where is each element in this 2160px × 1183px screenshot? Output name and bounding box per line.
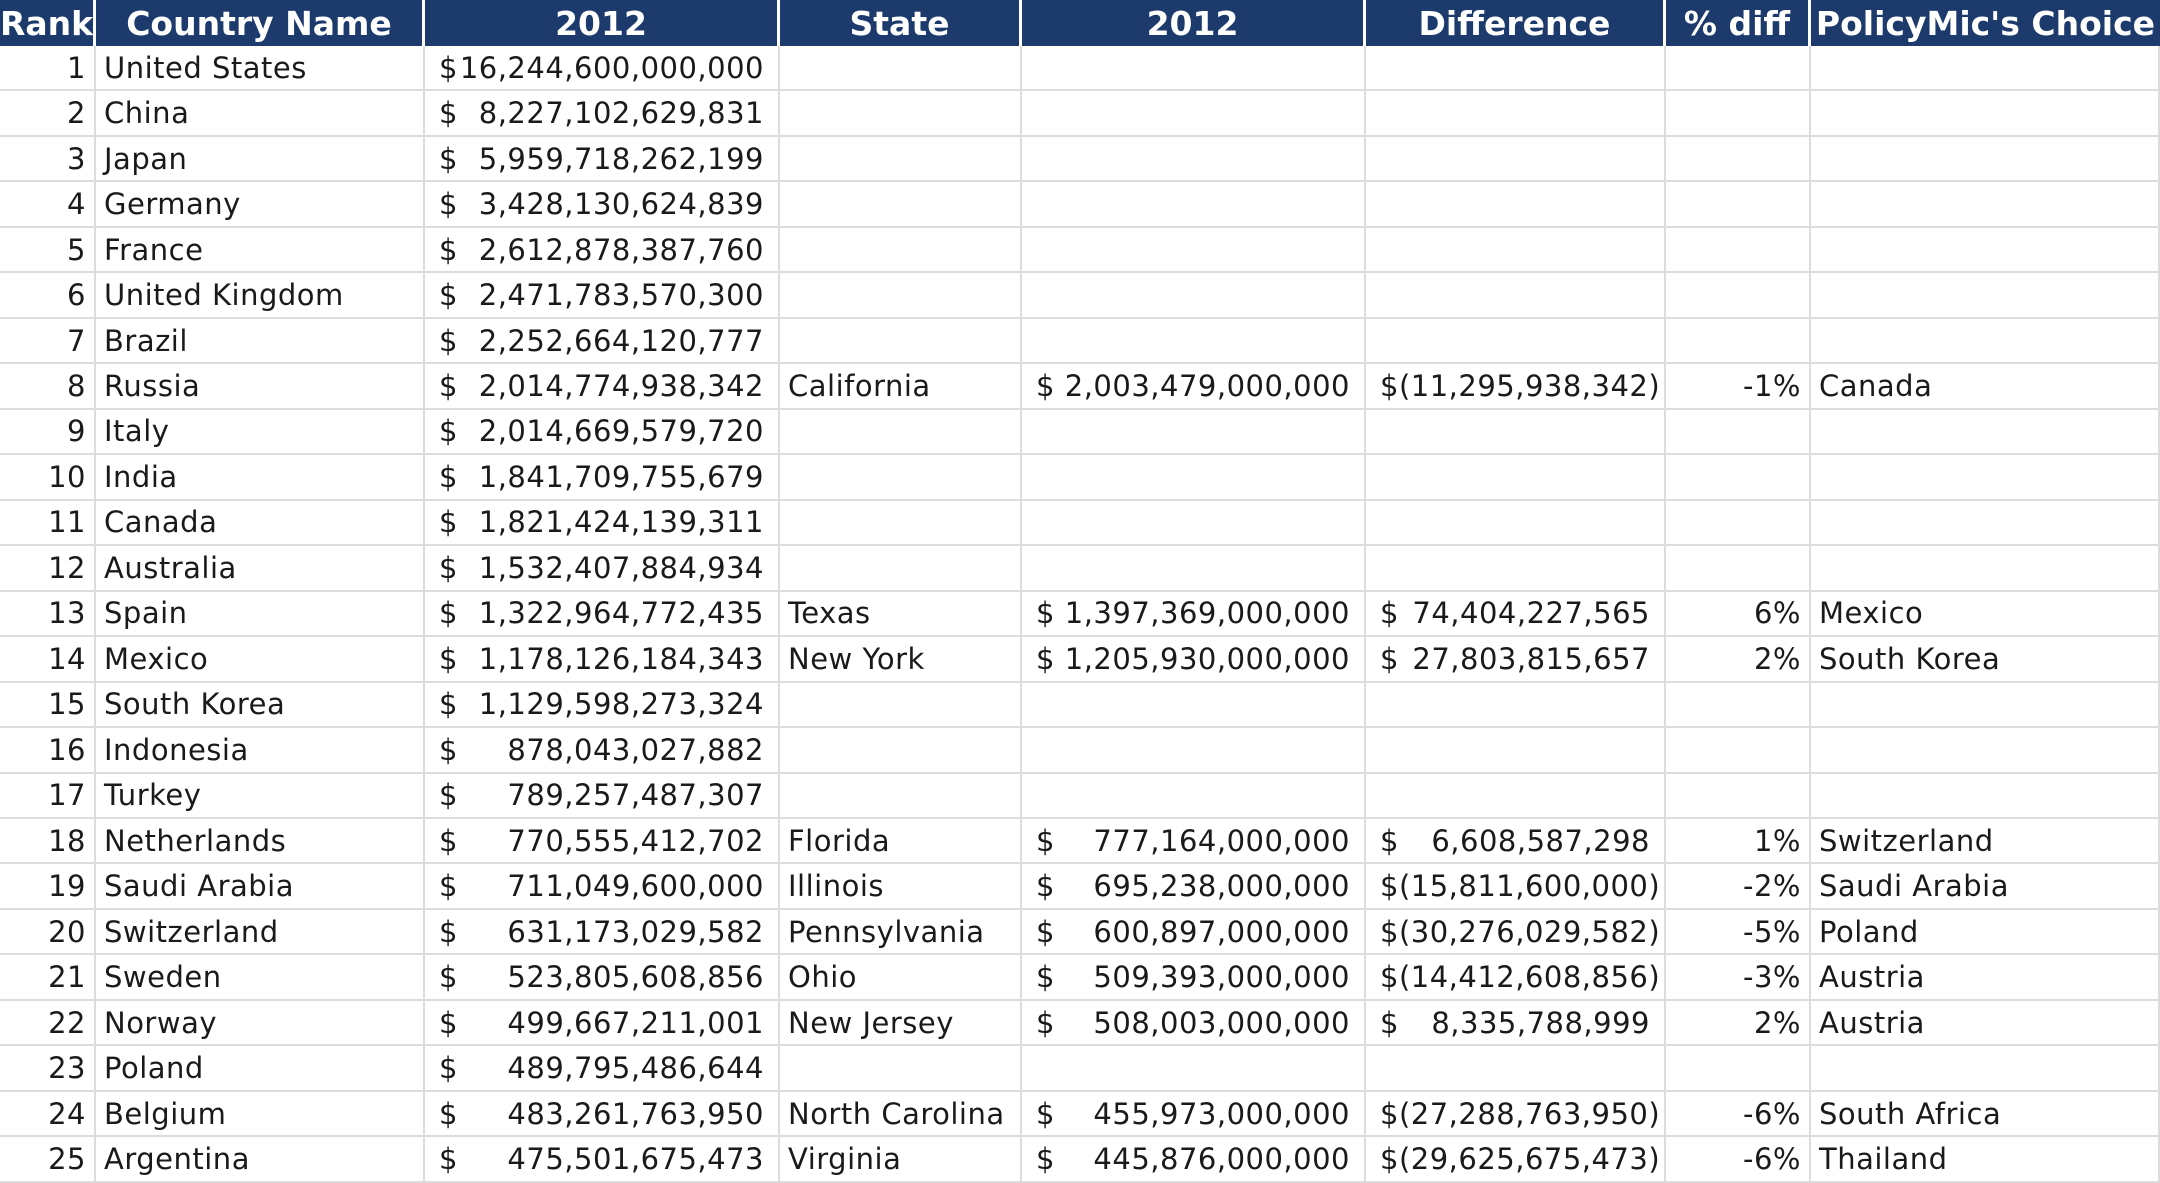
country-name-cell[interactable]: Japan xyxy=(96,137,425,182)
country-gdp-cell[interactable] xyxy=(425,46,780,91)
rank-cell[interactable]: 24 xyxy=(0,1092,96,1137)
state-gdp-cell-value: 2,003,479,000,000 xyxy=(1064,369,1350,404)
country-name-cell[interactable]: Turkey xyxy=(96,774,425,819)
difference-cell[interactable] xyxy=(1366,1001,1666,1046)
country-gdp-cell-value: 475,501,675,473 xyxy=(507,1141,764,1176)
currency-symbol: $ xyxy=(1380,1141,1399,1176)
country-name-cell[interactable]: United Kingdom xyxy=(96,273,425,318)
header-policymic-choice[interactable]: PolicyMic's Choice xyxy=(1811,0,2160,46)
country-name-cell[interactable]: Norway xyxy=(96,1001,425,1046)
header-state-gdp-2012[interactable]: 2012 xyxy=(1022,0,1366,46)
difference-cell[interactable] xyxy=(1366,774,1666,819)
currency-symbol: $ xyxy=(1036,369,1055,404)
rank-cell[interactable]: 18 xyxy=(0,819,96,864)
currency-symbol: $ xyxy=(439,414,458,449)
country-gdp-cell-value: 878,043,027,882 xyxy=(507,732,764,767)
country-gdp-cell[interactable] xyxy=(425,637,780,682)
difference-cell[interactable] xyxy=(1366,91,1666,136)
country-gdp-cell-value: 2,014,669,579,720 xyxy=(478,414,764,449)
country-gdp-cell-value: 5,959,718,262,199 xyxy=(478,141,764,176)
difference-cell-value: 74,404,227,565 xyxy=(1412,596,1650,631)
state-gdp-cell[interactable] xyxy=(1022,91,1366,136)
country-name-cell[interactable]: Indonesia xyxy=(96,728,425,773)
country-name-cell[interactable]: Switzerland xyxy=(96,910,425,955)
country-gdp-cell-value: 1,841,709,755,679 xyxy=(478,459,764,494)
state-gdp-cell-value: 509,393,000,000 xyxy=(1093,960,1350,995)
difference-cell-value: (30,276,029,582) xyxy=(1398,914,1661,949)
difference-cell[interactable] xyxy=(1366,410,1666,455)
percent-diff-cell[interactable]: -3% xyxy=(1666,955,1811,1000)
country-gdp-cell[interactable] xyxy=(425,137,780,182)
country-gdp-cell[interactable] xyxy=(425,410,780,455)
state-cell[interactable]: Illinois xyxy=(780,864,1022,909)
state-gdp-cell[interactable] xyxy=(1022,1001,1366,1046)
rank-cell[interactable]: 13 xyxy=(0,592,96,637)
currency-symbol: $ xyxy=(1036,1005,1055,1040)
percent-diff-cell[interactable] xyxy=(1666,728,1811,773)
header-country-gdp-2012[interactable]: 2012 xyxy=(425,0,780,46)
currency-symbol: $ xyxy=(439,505,458,540)
state-gdp-cell[interactable] xyxy=(1022,182,1366,227)
rank-cell[interactable]: 22 xyxy=(0,1001,96,1046)
percent-diff-cell[interactable] xyxy=(1666,319,1811,364)
policymic-choice-cell[interactable] xyxy=(1811,455,2160,500)
country-name-cell[interactable]: Argentina xyxy=(96,1137,425,1182)
difference-cell[interactable] xyxy=(1366,319,1666,364)
currency-symbol: $ xyxy=(439,778,458,813)
currency-symbol: $ xyxy=(1036,596,1055,631)
difference-cell[interactable] xyxy=(1366,501,1666,546)
policymic-choice-cell[interactable] xyxy=(1811,1046,2160,1091)
country-gdp-cell-value: 789,257,487,307 xyxy=(507,778,764,813)
rank-cell[interactable]: 11 xyxy=(0,501,96,546)
difference-cell[interactable] xyxy=(1366,592,1666,637)
percent-diff-cell[interactable] xyxy=(1666,1046,1811,1091)
currency-symbol: $ xyxy=(439,141,458,176)
policymic-choice-cell[interactable] xyxy=(1811,228,2160,273)
state-gdp-cell[interactable] xyxy=(1022,728,1366,773)
country-gdp-cell-value: 3,428,130,624,839 xyxy=(478,187,764,222)
policymic-choice-cell[interactable]: South Korea xyxy=(1811,637,2160,682)
currency-symbol: $ xyxy=(1380,1096,1399,1131)
country-gdp-cell[interactable] xyxy=(425,91,780,136)
difference-cell[interactable] xyxy=(1366,182,1666,227)
state-cell[interactable] xyxy=(780,46,1022,91)
difference-cell-value: 27,803,815,657 xyxy=(1412,641,1650,676)
state-cell[interactable] xyxy=(780,728,1022,773)
country-gdp-cell-value: 631,173,029,582 xyxy=(507,914,764,949)
policymic-choice-cell[interactable] xyxy=(1811,410,2160,455)
country-gdp-cell-value: 499,667,211,001 xyxy=(507,1005,764,1040)
state-cell[interactable] xyxy=(780,683,1022,728)
policymic-choice-cell[interactable]: Saudi Arabia xyxy=(1811,864,2160,909)
state-cell[interactable]: Pennsylvania xyxy=(780,910,1022,955)
country-gdp-cell[interactable] xyxy=(425,1092,780,1137)
policymic-choice-cell[interactable] xyxy=(1811,683,2160,728)
state-gdp-cell-value: 777,164,000,000 xyxy=(1093,823,1350,858)
country-gdp-cell[interactable] xyxy=(425,819,780,864)
difference-cell[interactable] xyxy=(1366,637,1666,682)
state-gdp-cell[interactable] xyxy=(1022,637,1366,682)
country-name-cell[interactable]: France xyxy=(96,228,425,273)
difference-cell-value: (14,412,608,856) xyxy=(1398,960,1661,995)
state-cell[interactable] xyxy=(780,410,1022,455)
policymic-choice-cell[interactable] xyxy=(1811,137,2160,182)
state-cell[interactable] xyxy=(780,319,1022,364)
country-name-cell[interactable]: Poland xyxy=(96,1046,425,1091)
state-gdp-cell-value: 600,897,000,000 xyxy=(1093,914,1350,949)
state-cell[interactable]: Virginia xyxy=(780,1137,1022,1182)
percent-diff-cell[interactable] xyxy=(1666,410,1811,455)
percent-diff-cell[interactable]: -5% xyxy=(1666,910,1811,955)
policymic-choice-cell[interactable] xyxy=(1811,182,2160,227)
state-gdp-cell[interactable] xyxy=(1022,410,1366,455)
policymic-choice-cell[interactable]: Austria xyxy=(1811,955,2160,1000)
country-gdp-cell-value: 1,532,407,884,934 xyxy=(478,550,764,585)
percent-diff-cell[interactable]: 2% xyxy=(1666,637,1811,682)
rank-cell[interactable]: 15 xyxy=(0,683,96,728)
percent-diff-cell[interactable] xyxy=(1666,91,1811,136)
currency-symbol: $ xyxy=(439,1096,458,1131)
state-cell[interactable]: Florida xyxy=(780,819,1022,864)
country-gdp-cell[interactable] xyxy=(425,319,780,364)
state-gdp-cell[interactable] xyxy=(1022,319,1366,364)
policymic-choice-cell[interactable] xyxy=(1811,319,2160,364)
currency-symbol: $ xyxy=(439,960,458,995)
country-gdp-cell-value: 489,795,486,644 xyxy=(507,1051,764,1086)
state-cell[interactable] xyxy=(780,455,1022,500)
policymic-choice-cell[interactable]: Thailand xyxy=(1811,1137,2160,1182)
currency-symbol: $ xyxy=(1380,641,1399,676)
policymic-choice-cell[interactable] xyxy=(1811,774,2160,819)
country-name-cell[interactable]: Mexico xyxy=(96,637,425,682)
state-cell[interactable] xyxy=(780,1046,1022,1091)
currency-symbol: $ xyxy=(439,96,458,131)
rank-cell[interactable]: 12 xyxy=(0,546,96,591)
difference-cell-value: (27,288,763,950) xyxy=(1398,1096,1661,1131)
country-name-cell[interactable]: Australia xyxy=(96,546,425,591)
rank-cell[interactable]: 5 xyxy=(0,228,96,273)
rank-cell[interactable]: 3 xyxy=(0,137,96,182)
policymic-choice-cell[interactable] xyxy=(1811,728,2160,773)
state-gdp-cell[interactable] xyxy=(1022,273,1366,318)
difference-cell-value: 6,608,587,298 xyxy=(1431,823,1650,858)
state-cell[interactable] xyxy=(780,91,1022,136)
state-cell[interactable] xyxy=(780,182,1022,227)
country-gdp-cell[interactable] xyxy=(425,1137,780,1182)
country-name-cell[interactable]: Brazil xyxy=(96,319,425,364)
country-name-cell[interactable]: India xyxy=(96,455,425,500)
rank-cell[interactable]: 7 xyxy=(0,319,96,364)
state-gdp-cell[interactable] xyxy=(1022,137,1366,182)
policymic-choice-cell[interactable] xyxy=(1811,546,2160,591)
rank-cell[interactable]: 19 xyxy=(0,864,96,909)
currency-symbol: $ xyxy=(1036,1141,1055,1176)
percent-diff-cell[interactable]: 6% xyxy=(1666,592,1811,637)
country-gdp-cell[interactable] xyxy=(425,592,780,637)
state-gdp-cell-value: 455,973,000,000 xyxy=(1093,1096,1350,1131)
policymic-choice-cell[interactable]: Mexico xyxy=(1811,592,2160,637)
country-gdp-cell[interactable] xyxy=(425,1046,780,1091)
country-name-cell[interactable]: Saudi Arabia xyxy=(96,864,425,909)
rank-cell[interactable]: 25 xyxy=(0,1137,96,1182)
currency-symbol: $ xyxy=(439,732,458,767)
currency-symbol: $ xyxy=(439,914,458,949)
state-gdp-cell[interactable] xyxy=(1022,546,1366,591)
percent-diff-cell[interactable] xyxy=(1666,774,1811,819)
state-gdp-cell[interactable] xyxy=(1022,46,1366,91)
state-cell[interactable] xyxy=(780,228,1022,273)
currency-symbol: $ xyxy=(439,641,458,676)
difference-cell-value: (11,295,938,342) xyxy=(1398,369,1661,404)
currency-symbol: $ xyxy=(439,323,458,358)
rank-cell[interactable]: 4 xyxy=(0,182,96,227)
currency-symbol: $ xyxy=(1380,1005,1399,1040)
percent-diff-cell[interactable] xyxy=(1666,273,1811,318)
state-cell[interactable]: Ohio xyxy=(780,955,1022,1000)
state-cell[interactable]: New York xyxy=(780,637,1022,682)
currency-symbol: $ xyxy=(1380,914,1399,949)
state-gdp-cell[interactable] xyxy=(1022,501,1366,546)
currency-symbol: $ xyxy=(1380,869,1399,904)
state-cell[interactable] xyxy=(780,546,1022,591)
state-gdp-cell[interactable] xyxy=(1022,592,1366,637)
header-difference[interactable]: Difference xyxy=(1366,0,1666,46)
country-name-cell[interactable]: Italy xyxy=(96,410,425,455)
state-cell[interactable] xyxy=(780,273,1022,318)
country-gdp-cell-value: 483,261,763,950 xyxy=(507,1096,764,1131)
currency-symbol: $ xyxy=(439,50,458,85)
percent-diff-cell[interactable]: -1% xyxy=(1666,364,1811,409)
currency-symbol: $ xyxy=(1036,1096,1055,1131)
policymic-choice-cell[interactable]: Austria xyxy=(1811,1001,2160,1046)
state-gdp-cell[interactable] xyxy=(1022,910,1366,955)
country-name-cell[interactable]: Canada xyxy=(96,501,425,546)
rank-cell[interactable]: 17 xyxy=(0,774,96,819)
country-gdp-cell[interactable] xyxy=(425,182,780,227)
rank-cell[interactable]: 20 xyxy=(0,910,96,955)
state-gdp-cell-value: 1,205,930,000,000 xyxy=(1064,641,1350,676)
country-gdp-cell-value: 523,805,608,856 xyxy=(507,960,764,995)
policymic-choice-cell[interactable]: South Africa xyxy=(1811,1092,2160,1137)
country-gdp-cell-value: 1,821,424,139,311 xyxy=(478,505,764,540)
difference-cell[interactable] xyxy=(1366,1137,1666,1182)
country-gdp-cell[interactable] xyxy=(425,774,780,819)
difference-cell[interactable] xyxy=(1366,955,1666,1000)
country-gdp-cell-value: 1,178,126,184,343 xyxy=(478,641,764,676)
currency-symbol: $ xyxy=(439,459,458,494)
country-name-cell[interactable]: South Korea xyxy=(96,683,425,728)
country-gdp-cell-value: 1,322,964,772,435 xyxy=(478,596,764,631)
state-gdp-cell-value: 1,397,369,000,000 xyxy=(1064,596,1350,631)
percent-diff-cell[interactable] xyxy=(1666,46,1811,91)
currency-symbol: $ xyxy=(1036,823,1055,858)
country-gdp-cell-value: 2,471,783,570,300 xyxy=(478,278,764,313)
rank-cell[interactable]: 8 xyxy=(0,364,96,409)
country-gdp-cell[interactable] xyxy=(425,228,780,273)
percent-diff-cell[interactable] xyxy=(1666,546,1811,591)
rank-cell[interactable]: 21 xyxy=(0,955,96,1000)
state-gdp-cell[interactable] xyxy=(1022,1137,1366,1182)
state-cell[interactable]: North Carolina xyxy=(780,1092,1022,1137)
difference-cell[interactable] xyxy=(1366,910,1666,955)
difference-cell[interactable] xyxy=(1366,364,1666,409)
percent-diff-cell[interactable]: -6% xyxy=(1666,1092,1811,1137)
difference-cell[interactable] xyxy=(1366,819,1666,864)
policymic-choice-cell[interactable] xyxy=(1811,91,2160,136)
state-gdp-cell[interactable] xyxy=(1022,364,1366,409)
state-gdp-cell[interactable] xyxy=(1022,955,1366,1000)
country-gdp-cell-value: 16,244,600,000,000 xyxy=(459,50,764,85)
country-gdp-cell[interactable] xyxy=(425,955,780,1000)
state-cell[interactable]: California xyxy=(780,364,1022,409)
percent-diff-cell[interactable] xyxy=(1666,455,1811,500)
difference-cell[interactable] xyxy=(1366,683,1666,728)
state-gdp-cell-value: 695,238,000,000 xyxy=(1093,869,1350,904)
currency-symbol: $ xyxy=(439,187,458,222)
rank-cell[interactable]: 9 xyxy=(0,410,96,455)
currency-symbol: $ xyxy=(1380,596,1399,631)
difference-cell-value: (29,625,675,473) xyxy=(1398,1141,1661,1176)
policymic-choice-cell[interactable] xyxy=(1811,273,2160,318)
currency-symbol: $ xyxy=(439,869,458,904)
currency-symbol: $ xyxy=(439,1141,458,1176)
country-gdp-cell-value: 770,555,412,702 xyxy=(507,823,764,858)
policymic-choice-cell[interactable]: Poland xyxy=(1811,910,2160,955)
percent-diff-cell[interactable] xyxy=(1666,182,1811,227)
difference-cell-value: (15,811,600,000) xyxy=(1398,869,1661,904)
country-name-cell[interactable]: Germany xyxy=(96,182,425,227)
rank-cell[interactable]: 14 xyxy=(0,637,96,682)
rank-cell[interactable]: 1 xyxy=(0,46,96,91)
state-cell[interactable] xyxy=(780,774,1022,819)
rank-cell[interactable]: 16 xyxy=(0,728,96,773)
country-name-cell[interactable]: Belgium xyxy=(96,1092,425,1137)
percent-diff-cell[interactable]: 1% xyxy=(1666,819,1811,864)
state-gdp-cell[interactable] xyxy=(1022,1092,1366,1137)
currency-symbol: $ xyxy=(439,1005,458,1040)
percent-diff-cell[interactable]: -2% xyxy=(1666,864,1811,909)
country-gdp-cell[interactable] xyxy=(425,364,780,409)
country-gdp-cell-value: 1,129,598,273,324 xyxy=(478,687,764,722)
state-gdp-cell[interactable] xyxy=(1022,228,1366,273)
difference-cell[interactable] xyxy=(1366,137,1666,182)
rank-cell[interactable]: 10 xyxy=(0,455,96,500)
rank-cell[interactable]: 2 xyxy=(0,91,96,136)
percent-diff-cell[interactable] xyxy=(1666,137,1811,182)
policymic-choice-cell[interactable] xyxy=(1811,501,2160,546)
currency-symbol: $ xyxy=(1380,823,1399,858)
country-name-cell[interactable]: Netherlands xyxy=(96,819,425,864)
country-gdp-cell[interactable] xyxy=(425,1001,780,1046)
currency-symbol: $ xyxy=(1036,869,1055,904)
policymic-choice-cell[interactable]: Canada xyxy=(1811,364,2160,409)
currency-symbol: $ xyxy=(1380,369,1399,404)
state-gdp-cell[interactable] xyxy=(1022,683,1366,728)
state-gdp-cell[interactable] xyxy=(1022,774,1366,819)
state-cell[interactable] xyxy=(780,137,1022,182)
difference-cell[interactable] xyxy=(1366,864,1666,909)
state-gdp-cell-value: 508,003,000,000 xyxy=(1093,1005,1350,1040)
state-cell[interactable]: Texas xyxy=(780,592,1022,637)
country-name-cell[interactable]: United States xyxy=(96,46,425,91)
difference-cell[interactable] xyxy=(1366,46,1666,91)
difference-cell[interactable] xyxy=(1366,728,1666,773)
country-gdp-cell[interactable] xyxy=(425,910,780,955)
difference-cell[interactable] xyxy=(1366,455,1666,500)
percent-diff-cell[interactable] xyxy=(1666,228,1811,273)
currency-symbol: $ xyxy=(439,232,458,267)
difference-cell[interactable] xyxy=(1366,228,1666,273)
currency-symbol: $ xyxy=(439,687,458,722)
currency-symbol: $ xyxy=(1036,914,1055,949)
difference-cell[interactable] xyxy=(1366,1092,1666,1137)
header-country-name[interactable]: Country Name xyxy=(96,0,425,46)
country-gdp-cell[interactable] xyxy=(425,864,780,909)
country-gdp-cell-value: 2,612,878,387,760 xyxy=(478,232,764,267)
country-gdp-cell-value: 711,049,600,000 xyxy=(507,869,764,904)
state-cell[interactable] xyxy=(780,501,1022,546)
country-gdp-cell-value: 2,252,664,120,777 xyxy=(478,323,764,358)
header-rank[interactable]: Rank xyxy=(0,0,96,46)
currency-symbol: $ xyxy=(439,823,458,858)
rank-cell[interactable]: 6 xyxy=(0,273,96,318)
country-name-cell[interactable]: Russia xyxy=(96,364,425,409)
percent-diff-cell[interactable]: -6% xyxy=(1666,1137,1811,1182)
currency-symbol: $ xyxy=(1036,641,1055,676)
currency-symbol: $ xyxy=(439,596,458,631)
currency-symbol: $ xyxy=(1036,960,1055,995)
country-name-cell[interactable]: China xyxy=(96,91,425,136)
country-name-cell[interactable]: Sweden xyxy=(96,955,425,1000)
state-gdp-cell[interactable] xyxy=(1022,819,1366,864)
header-state[interactable]: State xyxy=(780,0,1022,46)
currency-symbol: $ xyxy=(439,369,458,404)
country-gdp-cell[interactable] xyxy=(425,546,780,591)
currency-symbol: $ xyxy=(439,278,458,313)
percent-diff-cell[interactable]: 2% xyxy=(1666,1001,1811,1046)
policymic-choice-cell[interactable]: Switzerland xyxy=(1811,819,2160,864)
country-gdp-cell[interactable] xyxy=(425,273,780,318)
currency-symbol: $ xyxy=(1380,960,1399,995)
percent-diff-cell[interactable] xyxy=(1666,683,1811,728)
country-gdp-cell[interactable] xyxy=(425,455,780,500)
difference-cell-value: 8,335,788,999 xyxy=(1431,1005,1650,1040)
currency-symbol: $ xyxy=(439,1051,458,1086)
state-gdp-cell-value: 445,876,000,000 xyxy=(1093,1141,1350,1176)
difference-cell[interactable] xyxy=(1366,1046,1666,1091)
country-gdp-cell[interactable] xyxy=(425,501,780,546)
country-name-cell[interactable]: Spain xyxy=(96,592,425,637)
percent-diff-cell[interactable] xyxy=(1666,501,1811,546)
country-gdp-cell[interactable] xyxy=(425,683,780,728)
state-gdp-cell[interactable] xyxy=(1022,864,1366,909)
state-gdp-cell[interactable] xyxy=(1022,455,1366,500)
rank-cell[interactable]: 23 xyxy=(0,1046,96,1091)
difference-cell[interactable] xyxy=(1366,273,1666,318)
difference-cell[interactable] xyxy=(1366,546,1666,591)
state-gdp-cell[interactable] xyxy=(1022,1046,1366,1091)
country-gdp-cell-value: 2,014,774,938,342 xyxy=(478,369,764,404)
policymic-choice-cell[interactable] xyxy=(1811,46,2160,91)
state-cell[interactable]: New Jersey xyxy=(780,1001,1022,1046)
country-gdp-cell-value: 8,227,102,629,831 xyxy=(478,96,764,131)
currency-symbol: $ xyxy=(439,550,458,585)
country-gdp-cell[interactable] xyxy=(425,728,780,773)
header-percent-diff[interactable]: % diff xyxy=(1666,0,1811,46)
